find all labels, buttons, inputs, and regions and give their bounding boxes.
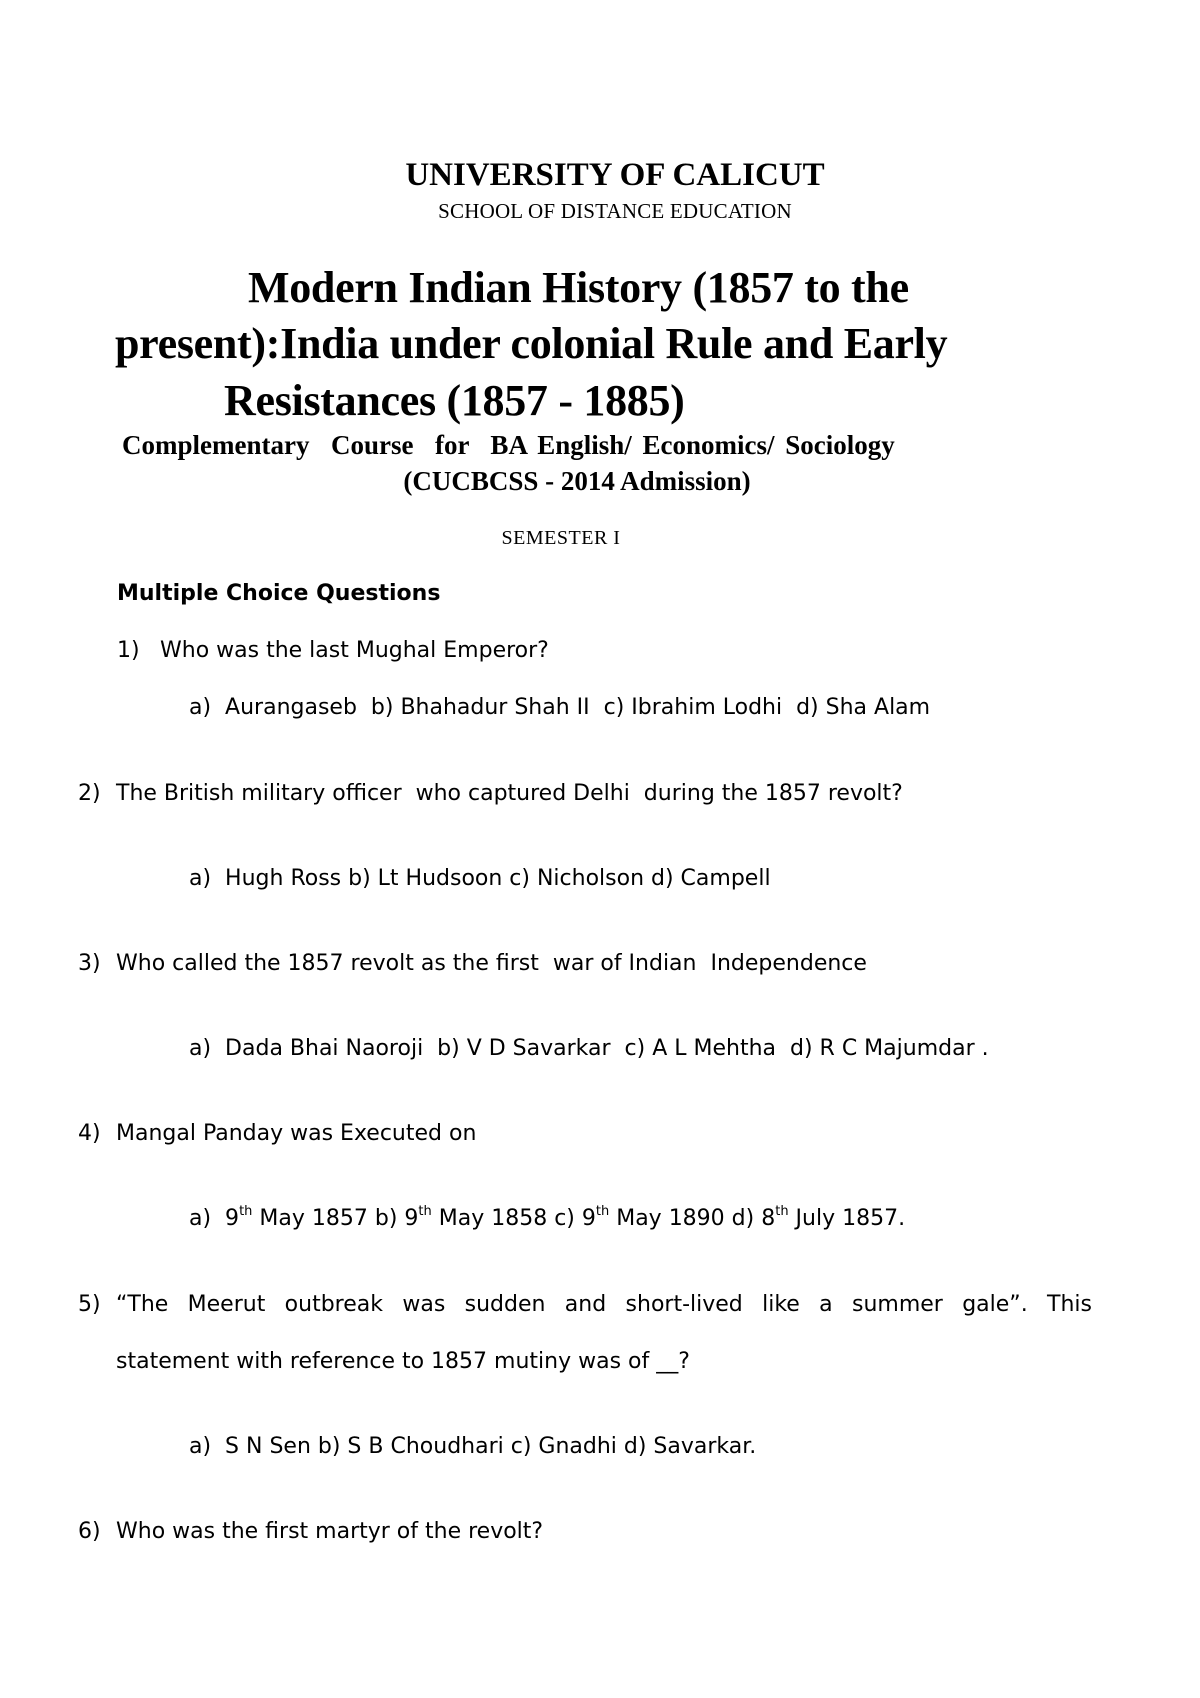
semester-label: SEMESTER I	[501, 527, 621, 549]
question-6-number: 6)	[78, 1519, 101, 1544]
school-name: SCHOOL OF DISTANCE EDUCATION	[438, 199, 792, 223]
question-1-options: a) Aurangaseb b) Bhahadur Shah II c) Ibrahim Lodhi d) Sha Alam	[189, 695, 931, 720]
course-description: Complementary Course for BA English/ Economics/ Sociology	[122, 430, 895, 460]
option-d-rest: July 1857.	[788, 1206, 906, 1231]
question-5-text-line-1: “The Meerut outbreak was sudden and short-lived like a summer gale”. This	[116, 1292, 1092, 1317]
question-5-text-line-2: statement with reference to 1857 mutiny was of __?	[116, 1349, 690, 1374]
question-2-text: The British military officer who captured Delhi during the 1857 revolt?	[116, 781, 903, 806]
option-a-sup: th	[239, 1204, 253, 1219]
question-2-number: 2)	[78, 781, 101, 806]
question-4-number: 4)	[78, 1121, 101, 1146]
question-5-number: 5)	[78, 1292, 101, 1317]
option-b-rest: May 1858 c) 9	[431, 1206, 596, 1231]
question-1-number: 1)	[117, 638, 140, 663]
option-a-rest: May 1857 b) 9	[252, 1206, 419, 1231]
option-c-rest: May 1890 d) 8	[609, 1206, 776, 1231]
question-4-text: Mangal Panday was Executed on	[116, 1121, 477, 1146]
question-3-text: Who called the 1857 revolt as the first war of Indian Independence	[116, 951, 867, 976]
title-line-3: Resistances (1857 - 1885)	[224, 376, 685, 425]
university-name: UNIVERSITY OF CALICUT	[405, 157, 825, 193]
question-4-options	[189, 1206, 905, 1231]
option-b-sup: th	[418, 1204, 432, 1219]
admission-year: (CUCBCSS - 2014 Admission)	[403, 466, 751, 496]
question-1-text: Who was the last Mughal Emperor?	[160, 638, 549, 663]
question-6-text: Who was the first martyr of the revolt?	[116, 1519, 544, 1544]
question-5-options: a) S N Sen b) S B Choudhari c) Gnadhi d) Savarkar.	[189, 1434, 757, 1459]
option-a-prefix: a) 9	[189, 1206, 240, 1231]
title-line-2: present):India under colonial Rule and Early	[115, 319, 948, 368]
option-d-sup: th	[775, 1204, 789, 1219]
section-title: Multiple Choice Questions	[117, 581, 441, 606]
question-3-options: a) Dada Bhai Naoroji b) V D Savarkar c) A L Mehtha d) R C Majumdar .	[189, 1036, 989, 1061]
question-3-number: 3)	[78, 951, 101, 976]
question-2-options: a) Hugh Ross b) Lt Hudsoon c) Nicholson d) Campell	[189, 866, 771, 891]
option-c-sup: th	[595, 1204, 610, 1219]
title-line-1: Modern Indian History (1857 to the	[248, 263, 909, 312]
